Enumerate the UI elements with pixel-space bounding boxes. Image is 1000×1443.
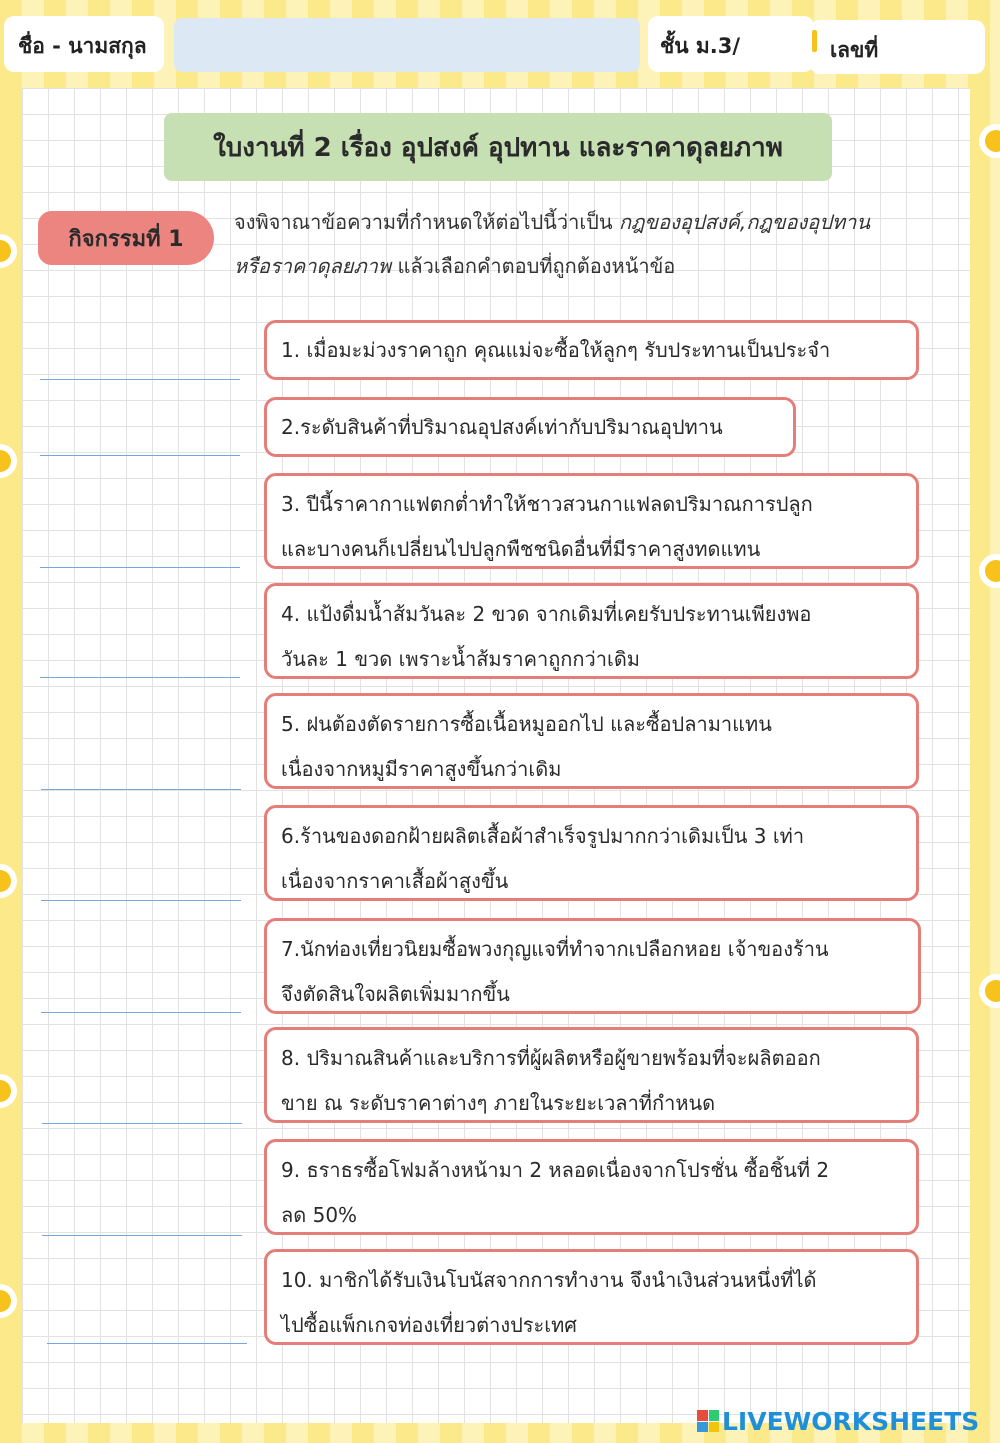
question-8-line1: 8. ปริมาณสินค้าและบริการที่ผู้ผลิตหรือผู้ขายพร้อมที่จะผลิตออก bbox=[281, 1046, 821, 1070]
answer-field-1[interactable] bbox=[40, 350, 240, 380]
worksheet-title: ใบงานที่ 2 เรื่อง อุปสงค์ อุปทาน และราคาดุลยภาพ bbox=[164, 113, 832, 181]
answer-line-3 bbox=[40, 567, 240, 568]
question-8-line2: ขาย ณ ระดับราคาต่างๆ ภายในระยะเวลาที่กำหนด bbox=[281, 1091, 716, 1115]
instruction-part1: จงพิจาณาข้อความที่กำหนดให้ต่อไปนี้ว่าเป็น bbox=[234, 210, 619, 234]
instruction-text bbox=[234, 200, 954, 288]
answer-field-10[interactable] bbox=[47, 1314, 247, 1344]
answer-field-6[interactable] bbox=[41, 871, 241, 901]
question-2-box bbox=[264, 397, 796, 457]
question-4-line1: 4. แป้งดื่มน้ำส้มวันละ 2 ขวด จากเดิมที่เคยรับประทานเพียงพอ bbox=[281, 602, 812, 626]
question-9-line1: 9. ธราธรซื้อโฟมล้างหน้ามา 2 หลอดเนื่องจากโปรชั่น ซื้อชิ้นที่ 2 bbox=[281, 1158, 830, 1182]
question-5-box bbox=[264, 693, 919, 789]
liveworksheets-logo-icon bbox=[697, 1410, 719, 1432]
question-9-box bbox=[264, 1139, 919, 1235]
instruction-part2: แล้วเลือกคำตอบที่ถูกต้องหน้าข้อ bbox=[391, 254, 676, 278]
activity-label: กิจกรรมที่ 1 bbox=[38, 211, 214, 265]
answer-line-8 bbox=[42, 1123, 242, 1124]
question-7-line1: 7.นักท่องเที่ยวนิยมซื้อพวงกุญแจที่ทำจากเปลือกหอย เจ้าของร้าน bbox=[281, 937, 829, 961]
question-10-line2: ไปซื้อแพ็กเกจท่องเที่ยวต่างประเทศ bbox=[281, 1313, 577, 1337]
answer-field-8[interactable] bbox=[42, 1094, 242, 1124]
decor-egg-right-1 bbox=[985, 130, 1000, 152]
question-8-box bbox=[264, 1027, 919, 1123]
answer-line-4 bbox=[40, 677, 240, 678]
question-3-box bbox=[264, 473, 919, 569]
decor-egg-right-3 bbox=[985, 980, 1000, 1002]
answer-line-2 bbox=[40, 455, 240, 456]
question-2-line1: 2.ระดับสินค้าที่ปริมาณอุปสงค์เท่ากับปริมาณอุปทาน bbox=[281, 415, 723, 439]
answer-line-7 bbox=[41, 1012, 241, 1013]
question-3-line2: และบางคนก็เปลี่ยนไปปลูกพืชชนิดอื่นที่มีราคาสูงทดแทน bbox=[281, 537, 761, 561]
class-label: ชั้น ม.3/ bbox=[660, 34, 741, 58]
number-marker bbox=[812, 30, 817, 52]
answer-field-2[interactable] bbox=[40, 425, 240, 455]
answer-line-10 bbox=[47, 1343, 247, 1344]
number-label: เลขที่ bbox=[830, 38, 879, 62]
question-4-line2: วันละ 1 ขวด เพราะน้ำส้มราคาถูกกว่าเดิม bbox=[281, 647, 640, 671]
name-input[interactable] bbox=[174, 18, 640, 72]
question-6-box bbox=[264, 805, 919, 901]
question-4-box bbox=[264, 583, 919, 679]
question-7-line2: จึงตัดสินใจผลิตเพิ่มมากขึ้น bbox=[281, 982, 510, 1006]
answer-field-5[interactable] bbox=[41, 760, 241, 790]
instruction-emph2: หรือราคาดุลยภาพ bbox=[234, 254, 392, 278]
answer-line-5 bbox=[41, 789, 241, 790]
answer-line-1 bbox=[40, 379, 240, 380]
answer-line-6 bbox=[41, 900, 241, 901]
answer-field-3[interactable] bbox=[40, 538, 240, 568]
question-3-line1: 3. ปีนี้ราคากาแฟตกต่ำทำให้ชาวสวนกาแฟลดปริมาณการปลูก bbox=[281, 492, 813, 516]
brand-text: LIVEWORKSHEETS bbox=[722, 1407, 980, 1436]
question-9-line2: ลด 50% bbox=[281, 1203, 358, 1227]
answer-line-9 bbox=[42, 1235, 242, 1236]
question-7-box bbox=[264, 918, 921, 1014]
question-1-line1: 1. เมื่อมะม่วงราคาถูก คุณแม่จะซื้อให้ลูกๆ รับประทานเป็นประจำ bbox=[281, 338, 831, 362]
question-6-line2: เนื่องจากราคาเสื้อผ้าสูงขึ้น bbox=[281, 869, 509, 893]
answer-field-7[interactable] bbox=[41, 983, 241, 1013]
instruction-emph1: กฎของอุปสงค์,กฎของอุปทาน bbox=[618, 210, 871, 234]
name-label: ชื่อ - นามสกุล bbox=[18, 34, 147, 58]
answer-field-4[interactable] bbox=[40, 648, 240, 678]
question-5-line1: 5. ฝนต้องตัดรายการซื้อเนื้อหมูออกไป และซื้อปลามาแทน bbox=[281, 712, 772, 736]
question-10-box bbox=[264, 1249, 919, 1345]
question-10-line1: 10. มาชิกได้รับเงินโบนัสจากการทำงาน จึงนำเงินส่วนหนึ่งที่ได้ bbox=[281, 1268, 817, 1292]
question-6-line1: 6.ร้านของดอกฝ้ายผลิตเสื้อผ้าสำเร็จรูปมากกว่าเดิมเป็น 3 เท่า bbox=[281, 824, 805, 848]
answer-field-9[interactable] bbox=[42, 1206, 242, 1236]
decor-egg-right-2 bbox=[985, 560, 1000, 582]
question-1-box bbox=[264, 320, 919, 380]
question-5-line2: เนื่องจากหมูมีราคาสูงขึ้นกว่าเดิม bbox=[281, 757, 562, 781]
